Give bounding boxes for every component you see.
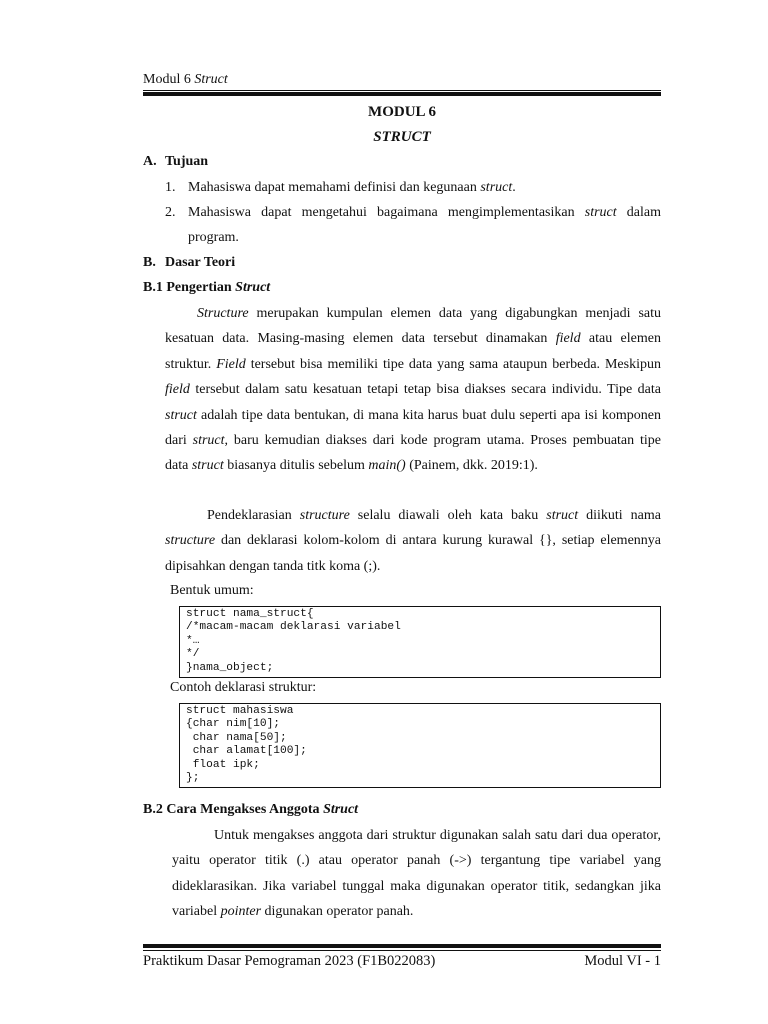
p1-em: struct xyxy=(191,458,224,474)
section-b-label: B. xyxy=(143,255,156,270)
objective-post: dalam program. xyxy=(188,205,661,245)
p1-em: struct xyxy=(192,433,225,449)
section-b-heading xyxy=(143,255,235,271)
b2-text: digunakan operator panah. xyxy=(261,904,414,920)
p2-em: structure xyxy=(165,533,216,549)
footer-left: Praktikum Dasar Pemograman 2023 (F1B022083) xyxy=(143,953,436,969)
p1-em: struct xyxy=(165,407,197,423)
footer-page-number: Modul VI - 1 xyxy=(584,953,661,969)
objective-text: Mahasiswa dapat memahami definisi dan kegunaan xyxy=(188,180,481,195)
p1-text: tersebut dalam satu kesatuan tetapi tetap bisa diakses secara individu. Tipe data xyxy=(189,382,661,398)
code-block-example xyxy=(179,703,661,788)
b1-paragraph-2 xyxy=(165,503,661,579)
p1-text: , baru kemudian diakses dari kode program utama. Proses pembuatan tipe data xyxy=(165,433,661,474)
running-header xyxy=(143,72,228,88)
p1-text: merupakan kumpulan elemen data yang digabungkan menjadi satu kesatuan data. Masing-masing elemen data tersebut dinamakan xyxy=(165,306,661,347)
p2-em: struct xyxy=(546,508,579,523)
module-title: MODUL 6 xyxy=(368,104,436,120)
p1-em: field xyxy=(165,382,190,398)
b1-paragraph-1 xyxy=(165,301,661,479)
section-a-heading xyxy=(143,154,208,170)
p1-em: field xyxy=(555,331,581,347)
subsection-b1-heading xyxy=(143,280,270,296)
objective-em: struct xyxy=(584,205,617,220)
section-a-label: A. xyxy=(143,154,157,169)
example-label: Contoh deklarasi struktur: xyxy=(170,680,317,695)
b2-paragraph xyxy=(172,823,661,925)
objective-number: 1. xyxy=(165,180,176,195)
p1-em: Field xyxy=(216,356,246,372)
module-subtitle: STRUCT xyxy=(373,129,431,145)
objective-text: Mahasiswa dapat mengetahui bagaimana mengimplementasikan xyxy=(188,205,585,220)
footer-rule-thick xyxy=(143,944,661,948)
header-text: Modul 6 xyxy=(143,72,195,87)
p1-em: Structure xyxy=(197,306,249,321)
b1-title-text: B.1 Pengertian xyxy=(143,280,236,295)
p2-text: selalu diawali oleh kata baku xyxy=(349,508,547,523)
p1-text: adalah tipe data bentukan, di mana kita harus buat dulu seperti apa isi komponen dari xyxy=(165,407,661,449)
code-text: struct nama_struct{ /*macam-macam deklarasi variabel *… */ }nama_object; xyxy=(186,608,401,674)
subsection-b2-heading xyxy=(143,802,358,818)
b2-title-text: B.2 Cara Mengakses Anggota xyxy=(143,802,324,817)
p1-em: main() xyxy=(368,458,406,474)
p1-text: biasanya ditulis sebelum xyxy=(223,458,369,474)
p1-text: atau elemen struktur. xyxy=(165,331,661,372)
b2-em: pointer xyxy=(220,904,262,920)
objective-post: . xyxy=(512,180,516,195)
objective-em: struct xyxy=(480,180,513,195)
header-rule-thin xyxy=(143,90,661,91)
code-block-general-form xyxy=(179,606,661,678)
general-form-label: Bentuk umum: xyxy=(170,583,254,598)
b1-title-em: Struct xyxy=(235,280,271,295)
section-b-title: Dasar Teori xyxy=(165,255,236,270)
footer-rule-thin xyxy=(143,950,661,951)
p1-text: tersebut bisa memiliki tipe data yang sama ataupun berbeda. Meskipun xyxy=(245,356,661,372)
p2-text: Pendeklarasian xyxy=(207,508,300,523)
p2-text: dan deklarasi kolom-kolom di antara kurung kurawal {}, setiap elemennya dipisahkan dengan tanda titk koma (;). xyxy=(165,533,661,574)
header-italic: Struct xyxy=(194,72,228,87)
p1-text: (Painem, dkk. 2019:1). xyxy=(405,458,538,474)
objective-number: 2. xyxy=(165,205,176,220)
b2-title-em: Struct xyxy=(323,802,359,817)
p2-em: structure xyxy=(299,508,350,523)
p2-text: diikuti nama xyxy=(578,508,661,523)
b2-text: Untuk mengakses anggota dari struktur digunakan salah satu dari dua operator, yaitu operator titik (.) atau operator panah (->) tergantung tipe variabel yang dideklarasikan. Jika variabel tunggal maka digunakan operator titik, sedangkan jika variabel xyxy=(172,828,661,920)
header-rule-thick xyxy=(143,92,661,96)
code-text: struct mahasiswa {char nim[10]; char nama[50]; char alamat[100]; float ipk; }; xyxy=(186,705,307,785)
section-a-title: Tujuan xyxy=(165,154,209,169)
